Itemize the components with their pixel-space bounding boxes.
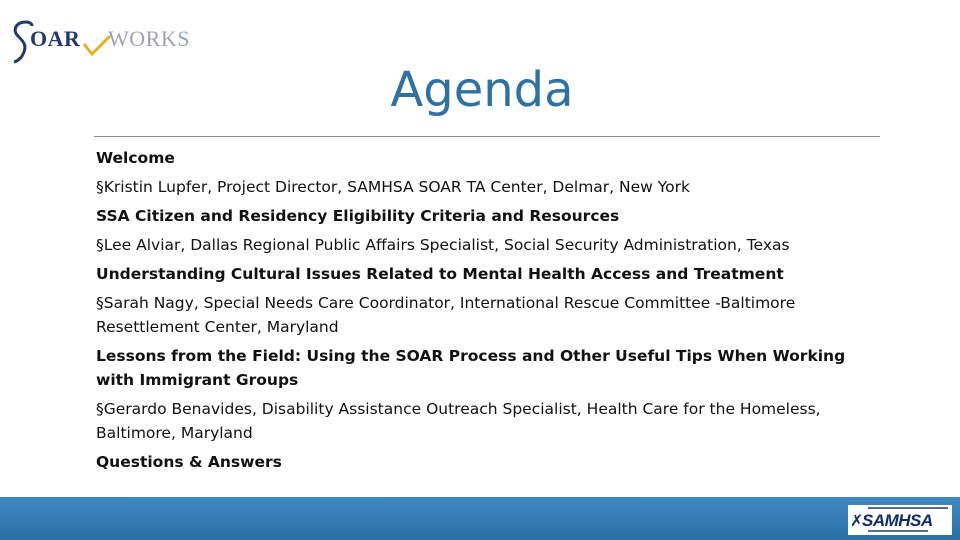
soar-works-logo <box>10 16 190 68</box>
samhsa-logo <box>848 505 952 535</box>
agenda-item-questions: Questions & Answers <box>96 453 282 471</box>
agenda-item-cultural-issues: Understanding Cultural Issues Related to Mental Health Access and Treatment <box>96 265 784 283</box>
agenda-item-ssa-criteria: SSA Citizen and Residency Eligibility Criteria and Resources <box>96 207 620 225</box>
slide-title <box>0 62 960 118</box>
title-divider <box>94 136 880 137</box>
agenda-item-welcome: Welcome <box>96 149 175 167</box>
agenda-list <box>96 146 866 479</box>
agenda-speaker-benavides: §Gerardo Benavides, Disability Assistance Outreach Specialist, Health Care for the Homeless, Baltimore, Maryland <box>96 400 821 442</box>
agenda-speaker-nagy: §Sarah Nagy, Special Needs Care Coordinator, International Rescue Committee -Baltimore Resettlement Center, Maryland <box>96 294 796 336</box>
agenda-speaker-alviar: §Lee Alviar, Dallas Regional Public Affairs Specialist, Social Security Administration, Texas <box>96 236 790 254</box>
slide-title-text: Agenda <box>390 62 574 118</box>
samhsa-wordmark: SAMHSA <box>862 511 933 530</box>
footer-bar <box>0 497 960 540</box>
agenda-item-lessons: Lessons from the Field: Using the SOAR Process and Other Useful Tips When Working with Immigrant Groups <box>96 347 846 389</box>
samhsa-figure-icon: ✗ <box>850 511 864 530</box>
samhsa-footer-line <box>868 530 928 532</box>
logo-works-text: WORKS <box>108 26 190 51</box>
samhsa-tagline-line <box>868 507 948 509</box>
logo-soar-text: OAR <box>30 26 81 51</box>
agenda-speaker-lupfer: §Kristin Lupfer, Project Director, SAMHSA SOAR TA Center, Delmar, New York <box>96 178 691 196</box>
